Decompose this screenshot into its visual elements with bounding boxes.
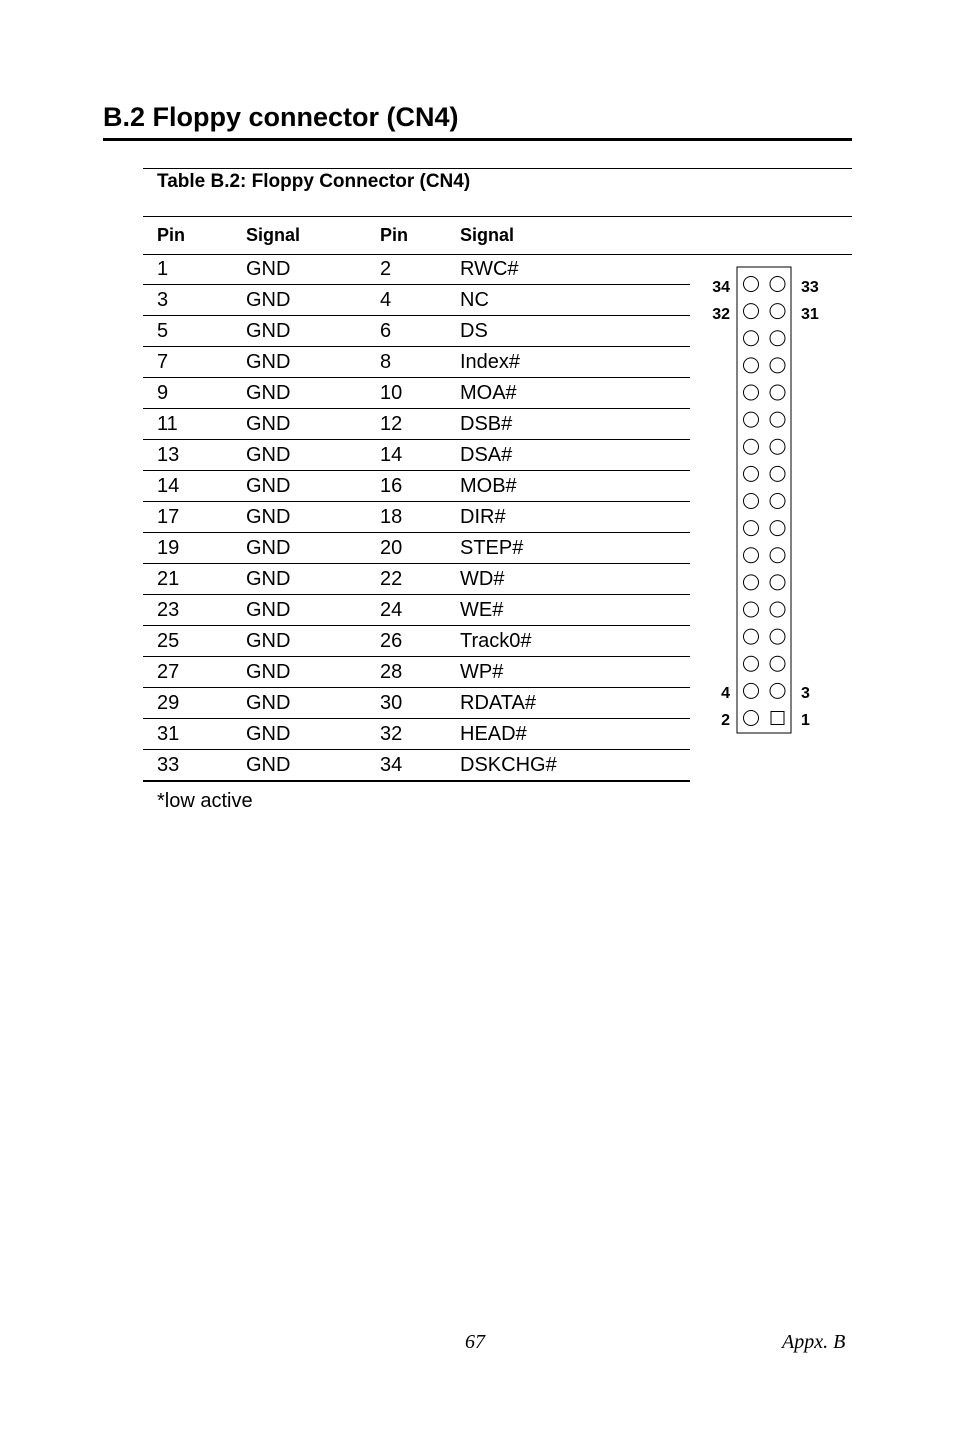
pin-odd-cell: 27 (157, 661, 180, 683)
pin-even (744, 656, 759, 671)
pin-odd (770, 656, 785, 671)
pin-table-body (143, 254, 690, 782)
signal-odd-cell: GND (246, 258, 291, 280)
appendix-label: Appx. B (782, 1331, 846, 1353)
table-row (143, 719, 690, 750)
pin-odd (770, 385, 785, 400)
pin-odd-cell: 31 (157, 723, 180, 745)
signal-even-cell: MOA# (460, 382, 517, 404)
pin-even-cell: 10 (380, 382, 403, 404)
table-row (143, 285, 690, 316)
pin-even (744, 711, 759, 726)
pin-odd-cell: 9 (157, 382, 169, 404)
signal-even-cell: DIR# (460, 506, 506, 528)
page-number: 67 (465, 1331, 485, 1353)
signal-even-cell: HEAD# (460, 723, 527, 745)
signal-odd-cell: GND (246, 506, 291, 528)
label-pin-33: 33 (801, 279, 819, 296)
table-row (143, 471, 690, 502)
pin-odd-cell: 29 (157, 692, 180, 714)
pin-even-cell: 24 (380, 599, 403, 621)
signal-odd-cell: GND (246, 351, 291, 373)
pin-odd (770, 304, 785, 319)
signal-even-cell: WE# (460, 599, 504, 621)
pin-even-cell: 4 (380, 289, 392, 311)
pin-even-cell: 34 (380, 754, 403, 776)
pin-even-cell: 2 (380, 258, 392, 280)
pin-odd-cell: 13 (157, 444, 180, 466)
pin-odd (770, 548, 785, 563)
pin-odd-cell: 25 (157, 630, 180, 652)
signal-even-cell: Track0# (460, 630, 532, 652)
table-row (143, 750, 690, 782)
signal-odd-cell: GND (246, 475, 291, 497)
table-row (143, 316, 690, 347)
pin-odd (770, 358, 785, 373)
label-pin-34: 34 (712, 279, 730, 296)
pin-even (744, 304, 759, 319)
pin-odd-cell: 33 (157, 754, 180, 776)
label-pin-31: 31 (801, 306, 819, 323)
header-pin-odd: Pin (157, 225, 186, 245)
table-row (143, 595, 690, 626)
table-note: *low active (157, 790, 253, 812)
pin-odd-cell: 21 (157, 568, 180, 590)
label-pin-3: 3 (801, 685, 810, 702)
signal-odd-cell: GND (246, 568, 291, 590)
pin-even (744, 683, 759, 698)
table-row (143, 440, 690, 471)
pin-odd-cell: 7 (157, 351, 169, 373)
table-row (143, 626, 690, 657)
signal-even-cell: WP# (460, 661, 504, 683)
pin-odd (770, 521, 785, 536)
pin-even (744, 575, 759, 590)
pin-odd (770, 575, 785, 590)
pin-1-square (771, 712, 784, 725)
signal-even-cell: DS (460, 320, 488, 342)
pin-even (744, 331, 759, 346)
pin-even-cell: 18 (380, 506, 403, 528)
pin-even (744, 358, 759, 373)
signal-odd-cell: GND (246, 723, 291, 745)
label-pin-32: 32 (712, 306, 730, 323)
signal-odd-cell: GND (246, 599, 291, 621)
table-row (143, 347, 690, 378)
pin-odd (770, 629, 785, 644)
pin-even-cell: 22 (380, 568, 403, 590)
signal-odd-cell: GND (246, 692, 291, 714)
signal-odd-cell: GND (246, 413, 291, 435)
signal-even-cell: RWC# (460, 258, 519, 280)
section-title: B.2 Floppy connector (CN4) (103, 102, 459, 132)
pin-even (744, 385, 759, 400)
pin-even (744, 548, 759, 563)
pin-even-cell: 14 (380, 444, 403, 466)
pin-odd (770, 277, 785, 292)
pin-odd-cell: 5 (157, 320, 169, 342)
pin-odd (770, 331, 785, 346)
table-row (143, 254, 690, 285)
pin-even (744, 439, 759, 454)
pin-even (744, 629, 759, 644)
table-top-rule (143, 168, 852, 169)
pin-even (744, 412, 759, 427)
label-pin-4: 4 (721, 685, 730, 702)
signal-even-cell: DSKCHG# (460, 754, 557, 776)
pin-even-cell: 6 (380, 320, 392, 342)
table-row (143, 533, 690, 564)
signal-odd-cell: GND (246, 661, 291, 683)
pin-odd (770, 602, 785, 617)
pin-odd (770, 412, 785, 427)
table-row (143, 409, 690, 440)
pin-even (744, 521, 759, 536)
table-caption: Table B.2: Floppy Connector (CN4) (157, 171, 471, 192)
table-caption-rule (143, 216, 852, 217)
table-row (143, 657, 690, 688)
pin-odd-cell: 11 (157, 413, 178, 435)
pin-even (744, 466, 759, 481)
signal-even-cell: STEP# (460, 537, 524, 559)
signal-even-cell: Index# (460, 351, 521, 373)
signal-even-cell: DSA# (460, 444, 513, 466)
signal-odd-cell: GND (246, 320, 291, 342)
connector-diagram (700, 262, 830, 742)
pin-even (744, 602, 759, 617)
label-pin-1: 1 (801, 712, 810, 729)
pin-even-cell: 12 (380, 413, 403, 435)
pin-odd-cell: 19 (157, 537, 180, 559)
signal-odd-cell: GND (246, 630, 291, 652)
pin-even-cell: 16 (380, 475, 403, 497)
pin-odd (770, 466, 785, 481)
pin-even (744, 277, 759, 292)
pin-even-cell: 32 (380, 723, 403, 745)
pin-odd (770, 494, 785, 509)
signal-even-cell: MOB# (460, 475, 517, 497)
signal-odd-cell: GND (246, 537, 291, 559)
header-signal-even: Signal (460, 225, 515, 245)
pin-odd-cell: 1 (157, 258, 169, 280)
pin-odd (770, 683, 785, 698)
signal-odd-cell: GND (246, 754, 291, 776)
pin-odd-cell: 14 (157, 475, 180, 497)
pin-odd-cell: 3 (157, 289, 169, 311)
pin-even (744, 494, 759, 509)
header-pin-even: Pin (380, 225, 409, 245)
connector-pins (744, 277, 786, 726)
pin-even-cell: 20 (380, 537, 403, 559)
signal-even-cell: DSB# (460, 413, 513, 435)
signal-odd-cell: GND (246, 382, 291, 404)
signal-even-cell: WD# (460, 568, 505, 590)
table-row (143, 378, 690, 409)
pin-odd (770, 439, 785, 454)
pin-even-cell: 28 (380, 661, 403, 683)
signal-even-cell: RDATA# (460, 692, 536, 714)
signal-even-cell: NC (460, 289, 489, 311)
table-row (143, 564, 690, 595)
section-rule (103, 138, 852, 141)
pin-even-cell: 30 (380, 692, 403, 714)
table-row (143, 688, 690, 719)
label-pin-2: 2 (721, 712, 730, 729)
pin-odd-cell: 17 (157, 506, 180, 528)
pin-even-cell: 26 (380, 630, 403, 652)
signal-odd-cell: GND (246, 444, 291, 466)
signal-odd-cell: GND (246, 289, 291, 311)
table-row (143, 502, 690, 533)
pin-odd-cell: 23 (157, 599, 180, 621)
connector-outline (737, 267, 791, 733)
header-signal-odd: Signal (246, 225, 301, 245)
pin-even-cell: 8 (380, 351, 392, 373)
